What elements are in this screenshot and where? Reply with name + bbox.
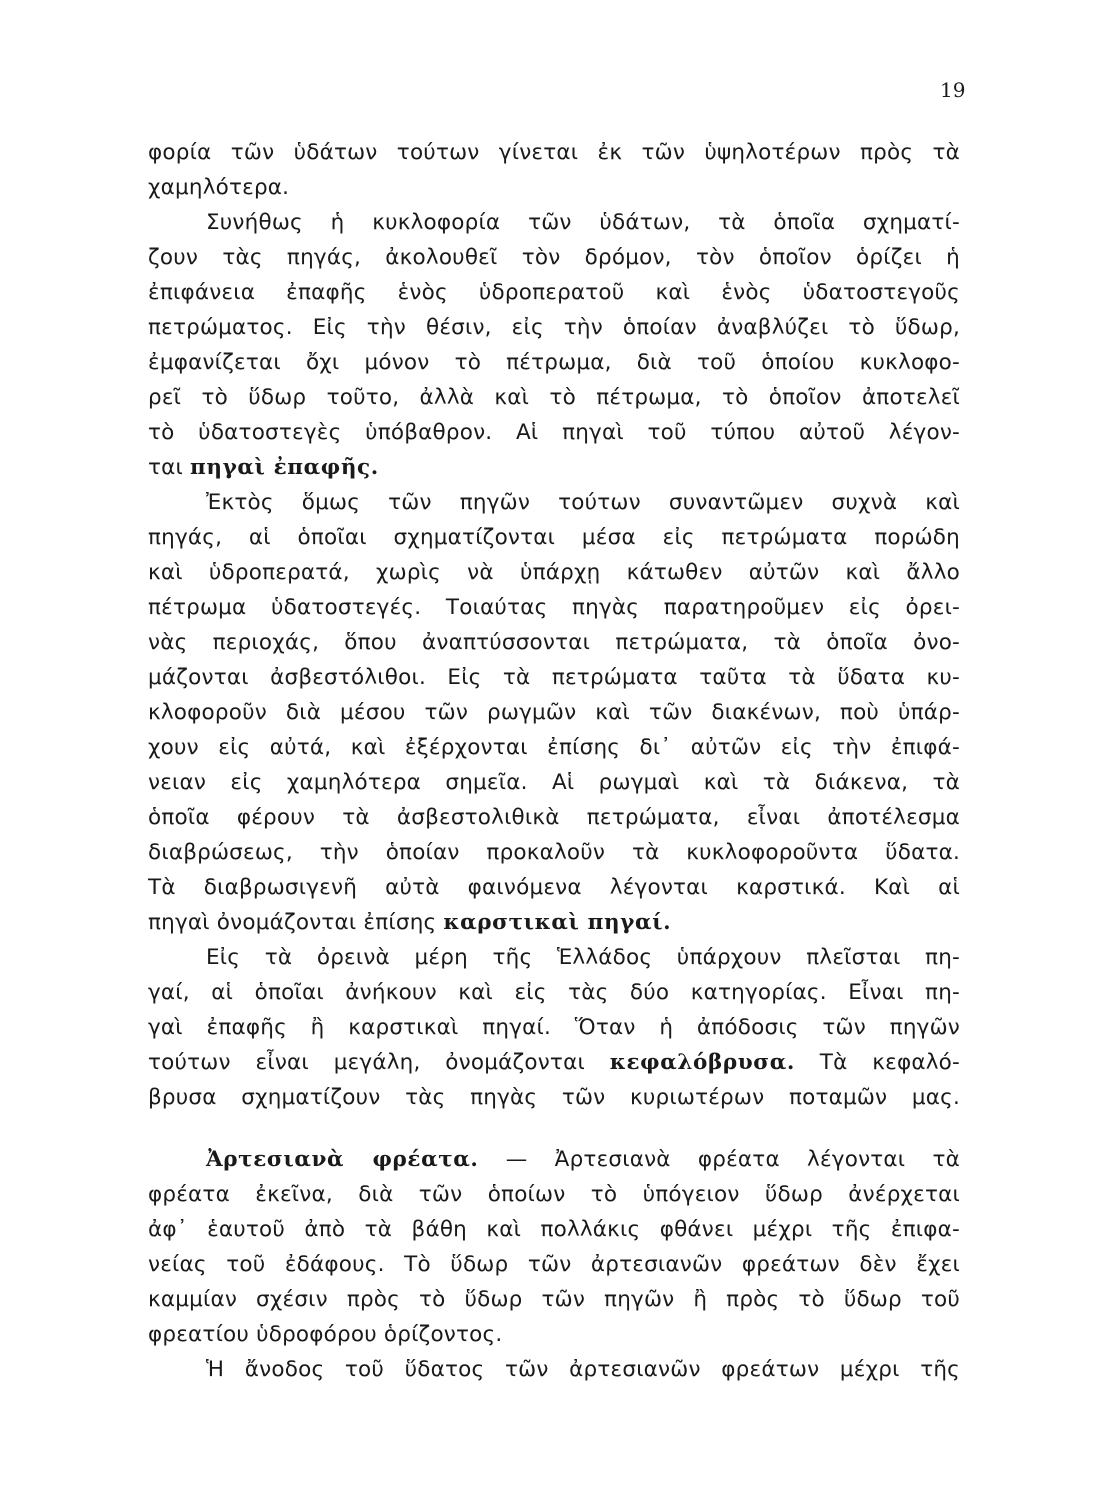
text-line: γαὶ ἐπαφῆς ἢ καρστικαὶ πηγαί. Ὅταν ἡ ἀπόδοσις τῶν πηγῶν xyxy=(148,1015,960,1040)
text-fragment: ται xyxy=(148,455,191,480)
body-text-section-artesian-wells xyxy=(148,1142,960,1387)
text-line: ἀφ᾽ ἑαυτοῦ ἀπὸ τὰ βάθη καὶ πολλάκις φθάνει μέχρι τῆς ἐπιφα- xyxy=(148,1217,960,1242)
text-line: χουν εἰς αὐτά, καὶ ἐξέρχονται ἐπίσης δι᾽ αὐτῶν εἰς τὴν ἐπιφά- xyxy=(148,735,960,760)
text-line: κλοφοροῦν διὰ μέσου τῶν ρωγμῶν καὶ τῶν διακένων, ποὺ ὑπάρ- xyxy=(148,700,960,725)
text-line xyxy=(148,450,960,485)
text-line: Συνήθως ἡ κυκλοφορία τῶν ὑδάτων, τὰ ὁποῖα σχηματί- xyxy=(206,210,960,235)
text-line: ρεῖ τὸ ὕδωρ τοῦτο, ἀλλὰ καὶ τὸ πέτρωμα, τὸ ὁποῖον ἀποτελεῖ xyxy=(148,385,960,410)
text-line: φρεατίου ὑδροφόρου ὁρίζοντος. xyxy=(148,1322,503,1347)
section-heading-line xyxy=(148,1142,960,1177)
text-line: ἐμφανίζεται ὄχι μόνον τὸ πέτρωμα, διὰ τοῦ ὁποίου κυκλοφο- xyxy=(148,350,960,375)
text-line: καὶ ὑδροπερατά, χωρὶς νὰ ὑπάρχῃ κάτωθεν αὐτῶν καὶ ἄλλο xyxy=(148,560,960,585)
text-line: χαμηλότερα. xyxy=(148,175,290,200)
bold-term: καρστικαὶ πηγαί. xyxy=(443,910,672,935)
bold-term: κεφαλόβρυσα. xyxy=(609,1050,795,1075)
text-line: φορία τῶν ὑδάτων τούτων γίνεται ἐκ τῶν ὑψηλοτέρων πρὸς τὰ xyxy=(148,140,960,165)
text-line: τὸ ὑδατοστεγὲς ὑπόβαθρον. Αἱ πηγαὶ τοῦ τύπου αὐτοῦ λέγον- xyxy=(148,420,960,445)
text-line: ζουν τὰς πηγάς, ἀκολουθεῖ τὸν δρόμον, τὸν ὁποῖον ὁρίζει ἡ xyxy=(148,245,960,270)
text-fragment: πηγαὶ ὀνομάζονται ἐπίσης xyxy=(148,910,444,935)
text-line: πετρώματος. Εἰς τὴν θέσιν, εἰς τὴν ὁποίαν ἀναβλύζει τὸ ὕδωρ, xyxy=(148,315,960,340)
text-line: ἐπιφάνεια ἐπαφῆς ἑνὸς ὑδροπερατοῦ καὶ ἑνὸς ὑδατοστεγοῦς xyxy=(148,280,960,305)
text-line: Εἰς τὰ ὀρεινὰ μέρη τῆς Ἑλλάδος ὑπάρχουν πλεῖσται πη- xyxy=(206,945,960,970)
text-line: Ἡ ἄνοδος τοῦ ὕδατος τῶν ἀρτεσιανῶν φρεάτων μέχρι τῆς xyxy=(206,1357,960,1382)
text-fragment: τούτων εἶναι μεγάλη, ὀνομάζονται xyxy=(148,1050,610,1075)
text-line: νὰς περιοχάς, ὅπου ἀναπτύσσονται πετρώματα, τὰ ὁποῖα ὀνο- xyxy=(148,630,960,655)
text-line: ὁποῖα φέρουν τὰ ἀσβεστολιθικὰ πετρώματα, εἶναι ἀποτέλεσμα xyxy=(148,805,960,830)
text-line: νειαν εἰς χαμηλότερα σημεῖα. Αἱ ρωγμαὶ καὶ τὰ διάκενα, τὰ xyxy=(148,770,960,795)
text-line: μάζονται ἀσβεστόλιθοι. Εἰς τὰ πετρώματα ταῦτα τὰ ὕδατα κυ- xyxy=(148,665,960,690)
text-line: βρυσα σχηματίζουν τὰς πηγὰς τῶν κυριωτέρων ποταμῶν μας. xyxy=(148,1085,960,1110)
text-line: Τὰ διαβρωσιγενῆ αὐτὰ φαινόμενα λέγονται καρστικά. Καὶ αἱ xyxy=(148,875,960,900)
page-number: 19 xyxy=(940,78,966,102)
text-line: πηγάς, αἱ ὁποῖαι σχηματίζονται μέσα εἰς πετρώματα πορώδη xyxy=(148,525,960,550)
body-text-section-springs xyxy=(148,135,960,1115)
text-fragment: — Ἀρτεσιανὰ φρέατα λέγονται τὰ xyxy=(478,1147,961,1172)
text-fragment: Τὰ κεφαλό- xyxy=(794,1050,960,1075)
text-line: νείας τοῦ ἐδάφους. Τὸ ὕδωρ τῶν ἀρτεσιανῶν φρεάτων δὲν ἔχει xyxy=(148,1252,960,1277)
text-line: διαβρώσεως, τὴν ὁποίαν προκαλοῦν τὰ κυκλοφοροῦντα ὕδατα. xyxy=(148,840,960,865)
text-line: γαί, αἱ ὁποῖαι ἀνήκουν καὶ εἰς τὰς δύο κατηγορίας. Εἶναι πη- xyxy=(148,980,960,1005)
text-line xyxy=(148,1045,960,1080)
text-line: Ἐκτὸς ὅμως τῶν πηγῶν τούτων συναντῶμεν συχνὰ καὶ xyxy=(206,490,960,515)
bold-term: πηγαὶ ἐπαφῆς. xyxy=(190,455,379,480)
text-line: πέτρωμα ὑδατοστεγές. Τοιαύτας πηγὰς παρατηροῦμεν εἰς ὀρει- xyxy=(148,595,960,620)
section-heading: Ἀρτεσιανὰ φρέατα. xyxy=(206,1147,479,1172)
text-line: καμμίαν σχέσιν πρὸς τὸ ὕδωρ τῶν πηγῶν ἢ πρὸς τὸ ὕδωρ τοῦ xyxy=(148,1287,960,1312)
text-line xyxy=(148,905,960,940)
text-line: φρέατα ἐκεῖνα, διὰ τῶν ὁποίων τὸ ὑπόγειον ὕδωρ ἀνέρχεται xyxy=(148,1182,960,1207)
